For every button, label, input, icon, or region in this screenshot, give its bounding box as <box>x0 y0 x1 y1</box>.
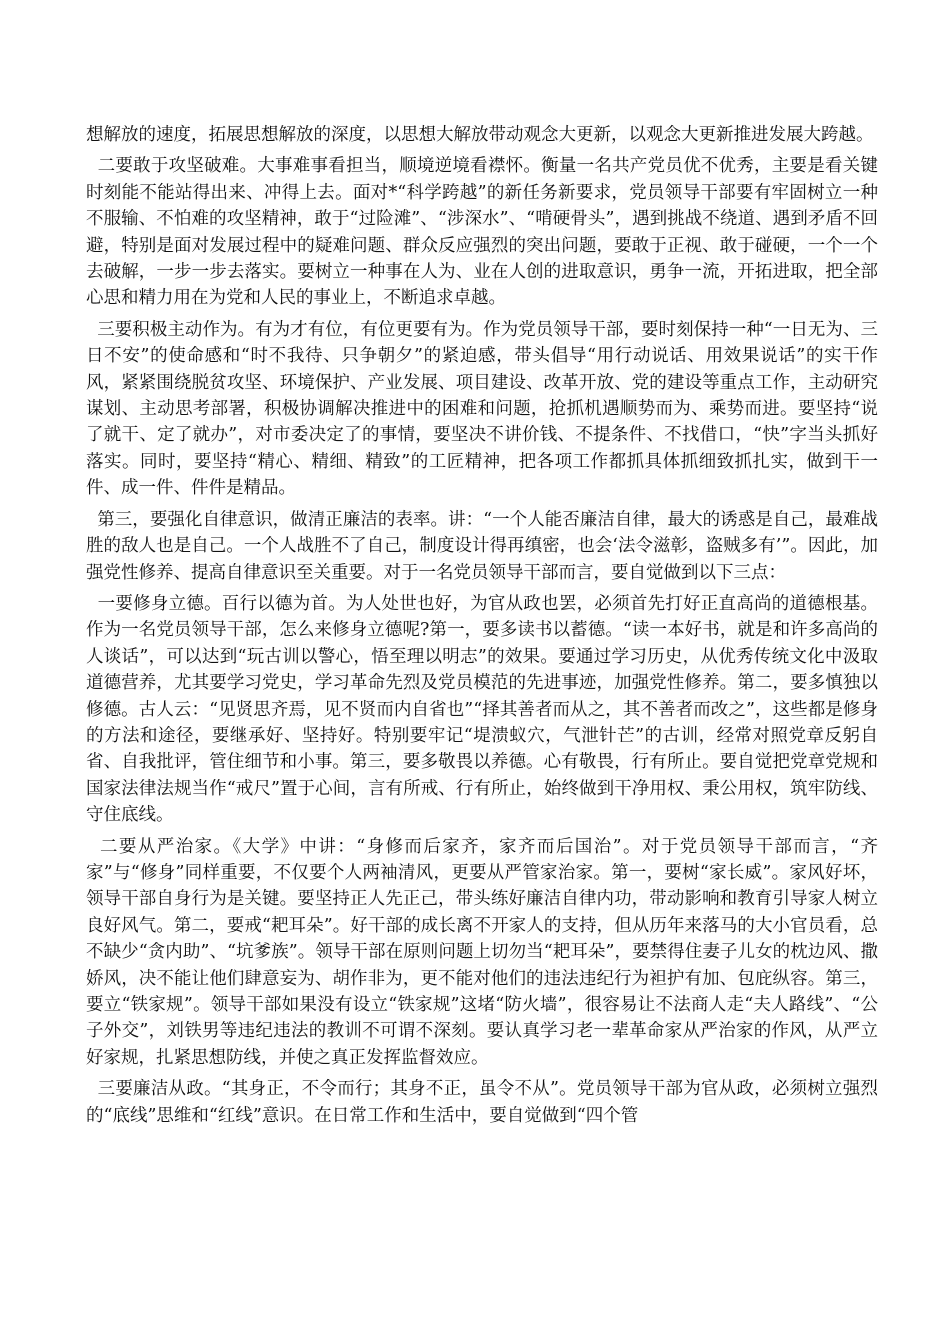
paragraph-proactive-action: 三要积极主动作为。有为才有位，有位更要有为。作为党员领导干部，要时刻保持一种“一日无为、三日不安”的使命感和“时不我待、只争朝夕”的紧迫感，带头倡导“用行动说话、用效果说话”的实干作风，紧紧围绕脱贫攻坚、环境保护、产业发展、项目建设、改革开放、党的建设等重点工作，主动研究谋划、主动思考部署，积极协调解决推进中的困难和问题，抢抓机遇顺势而为、乘势而进。要坚持“说了就干、定了就办”，对市委决定了的事情，要坚决不讲价钱、不提条件、不找借口，“快”字当头抓好落实。同时，要坚持“精心、精细、精致”的工匠精神，把各项工作都抓具体抓细致抓扎实，做到干一件、成一件、件件是精品。 <box>86 319 878 499</box>
paragraph-clean-governance: 三要廉洁从政。“其身正，不令而行；其身不正，虽令不从”。党员领导干部为官从政，必须树立强烈的“底线”思维和“红线”意识。在日常工作和生活中，要自觉做到“四个管 <box>86 1079 878 1126</box>
paragraph-strict-family: 二要从严治家。《大学》中讲：“身修而后家齐，家齐而后国治”。对于党员领导干部而言，“齐家”与“修身”同样重要，不仅要个人两袖清风，更要从严管家治家。第一，要树“家长威”。家风好坏，领导干部自身行为是关键。要坚持正人先正己，带头练好廉洁自律内功，带动影响和教育引导家人树立良好风气。第二，要戒“耙耳朵”。好干部的成长离不开家人的支持，但从历年来落马的大小官员看，总不缺少“贪内助”、“坑爹族”。领导干部在原则问题上切勿当“耙耳朵”，要禁得住妻子儿女的枕边风、撒娇风，决不能让他们肆意妄为、胡作非为，更不能对他们的违法违纪行为袒护有加、包庇纵容。第三，要立“铁家规”。领导干部如果没有设立“铁家规”这堵“防火墙”，很容易让不法商人走“夫人路线”、“公子外交”，刘铁男等违纪违法的教训不可谓不深刻。要认真学习老一辈革命家从严治家的作风，从严立好家规，扎紧思想防线，并使之真正发挥监督效应。 <box>86 836 878 1068</box>
paragraph-cultivate-virtue: 一要修身立德。百行以德为首。为人处世也好，为官从政也罢，必须首先打好正直高尚的道德根基。作为一名党员领导干部，怎么来修身立德呢?第一，要多读书以蓄德。“读一本好书，就是和许多高尚的人谈话”，可以达到“玩古训以警心，悟至理以明志”的效果。要通过学习历史，从优秀传统文化中汲取道德营养，尤其要学习党史，学习革命先烈及党员模范的先进事迹，加强党性修养。第二，要多慎独以修德。古人云：“见贤思齐焉，见不贤而内自省也”“择其善者而从之，其不善者而改之”，这些都是修身的方法和途径，要继承好、坚持好。特别要牢记“堤溃蚁穴，气泄针芒”的古训，经常对照党章反躬自省、自我批评，管住细节和小事。第三，要多敬畏以养德。心有敬畏，行有所止。要自觉把党章党规和国家法律法规当作“戒尺”置于心间，言有所戒、行有所止，始终做到干净用权、秉公用权，筑牢防线、守住底线。 <box>86 593 878 826</box>
paragraph-self-discipline: 第三，要强化自律意识，做清正廉洁的表率。讲：“一个人能否廉洁自律，最大的诱惑是自己，最难战胜的敌人也是自己。一个人战胜不了自己，制度设计得再缜密，也会‘法令滋彰，盗贼多有’”。因此，加强党性修养、提高自律意识至关重要。对于一名党员领导干部而言，要自觉做到以下三点： <box>86 509 878 583</box>
paragraph-tackle-difficulties: 二要敢于攻坚破难。大事难事看担当，顺境逆境看襟怀。衡量一名共产党员优不优秀，主要是看关键时刻能不能站得出来、冲得上去。面对*“科学跨越”的新任务新要求，党员领导干部要有牢固树立一种不服输、不怕难的攻坚精神，敢于“过险滩”、“涉深水”、“啃硬骨头”，遇到挑战不绕道、遇到矛盾不回避，特别是面对发展过程中的疑难问题、群众反应强烈的突出问题，要敢于正视、敢于碰硬，一个一个去破解，一步一步去落实。要树立一种事在人为、业在人创的进取意识，勇争一流，开拓进取，把全部心思和精力用在为党和人民的事业上，不断追求卓越。 <box>86 156 878 309</box>
paragraph-continuation: 想解放的速度，拓展思想解放的深度，以思想大解放带动观念大更新，以观念大更新推进发展大跨越。 <box>86 125 874 145</box>
document-page <box>86 122 878 1134</box>
